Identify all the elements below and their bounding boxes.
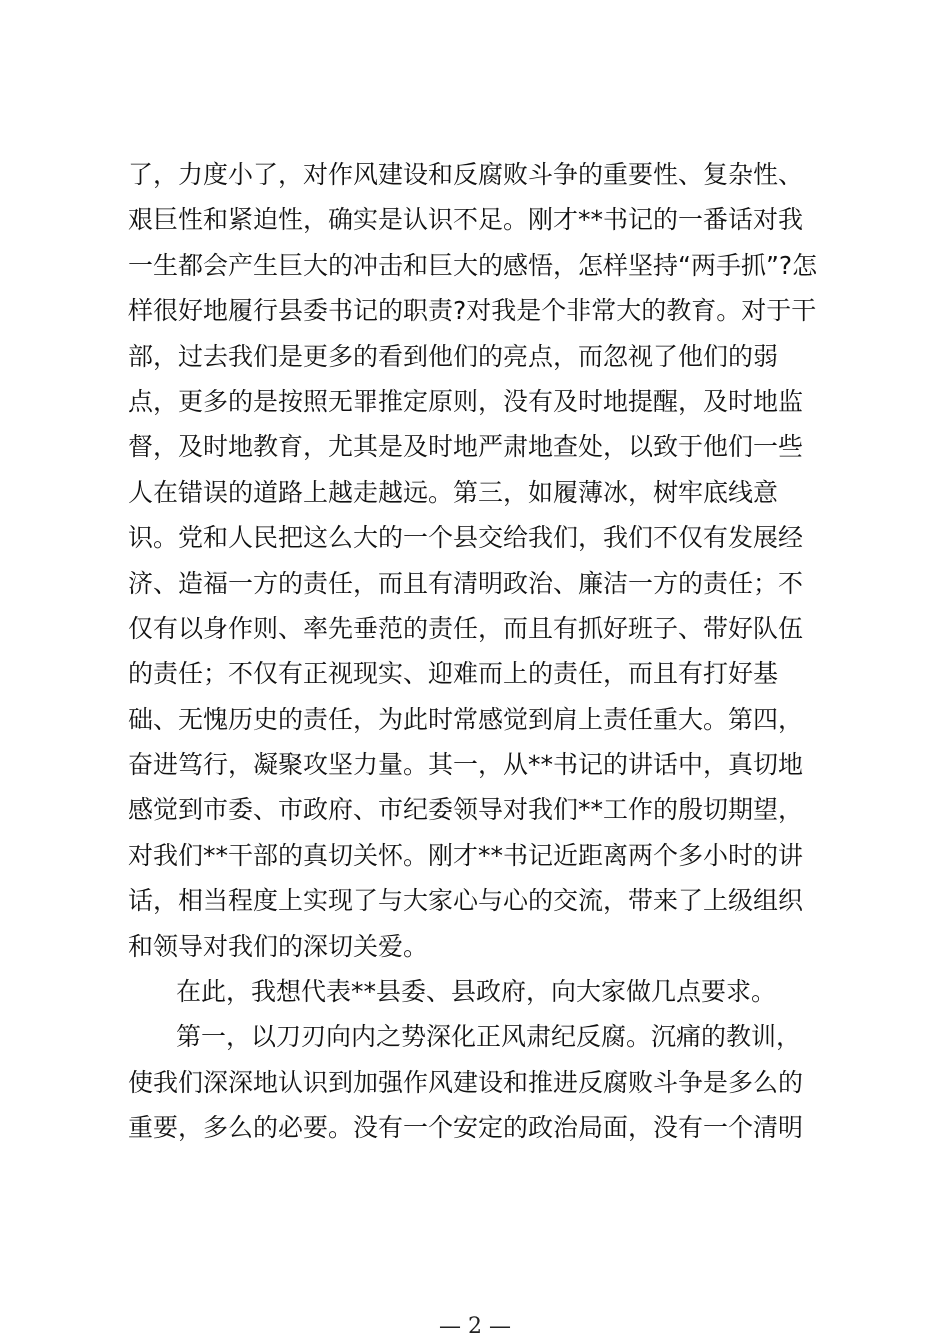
text-line: 济、造福一方的责任，而且有清明政治、廉洁一方的责任；不	[128, 568, 804, 598]
page-number: — 2 —	[439, 1314, 511, 1339]
text-line: 重要，多么的必要。没有一个安定的政治局面，没有一个清明	[128, 1113, 804, 1143]
text-line: 了，力度小了，对作风建设和反腐败斗争的重要性、复杂性、	[128, 160, 804, 189]
text-line: 样很好地履行县委书记的职责?对我是个非常大的教育。对于干	[128, 296, 817, 326]
paragraph-first-line: 在此，我想代表**县委、县政府，向大家做几点要求。	[176, 977, 777, 1007]
text-line: 督，及时地教育，尤其是及时地严肃地查处，以致于他们一些	[128, 432, 804, 462]
paragraph-first-line: 第一，以刀刃向内之势深化正风肃纪反腐。沉痛的教训，	[176, 1022, 802, 1052]
text-line: 人在错误的道路上越走越远。第三，如履薄冰，树牢底线意	[128, 477, 779, 507]
text-line: 础、无愧历史的责任，为此时常感觉到肩上责任重大。第四，	[128, 704, 804, 734]
text-line: 使我们深深地认识到加强作风建设和推进反腐败斗争是多么的	[128, 1067, 804, 1097]
body-text	[128, 152, 828, 1151]
text-line: 艰巨性和紧迫性，确实是认识不足。刚才**书记的一番话对我	[128, 205, 804, 235]
text-line: 一生都会产生巨大的冲击和巨大的感悟，怎样坚持“两手抓”?怎	[128, 250, 818, 280]
text-line: 感觉到市委、市政府、市纪委领导对我们**工作的殷切期望，	[128, 795, 804, 825]
text-line: 奋进笃行，凝聚攻坚力量。其一，从**书记的讲话中，真切地	[128, 750, 804, 780]
text-line: 点，更多的是按照无罪推定原则，没有及时地提醒，及时地监	[128, 386, 804, 416]
text-line: 识。党和人民把这么大的一个县交给我们，我们不仅有发展经	[128, 523, 804, 553]
text-line: 和领导对我们的深切关爱。	[128, 931, 429, 961]
text-line: 部，过去我们是更多的看到他们的亮点，而忽视了他们的弱	[128, 341, 779, 371]
text-line: 的责任；不仅有正视现实、迎难而上的责任，而且有打好基	[128, 659, 779, 689]
text-line: 话，相当程度上实现了与大家心与心的交流，带来了上级组织	[128, 886, 804, 916]
text-line: 对我们**干部的真切关怀。刚才**书记近距离两个多小时的讲	[128, 840, 804, 870]
text-line: 仅有以身作则、率先垂范的责任，而且有抓好班子、带好队伍	[128, 613, 804, 643]
